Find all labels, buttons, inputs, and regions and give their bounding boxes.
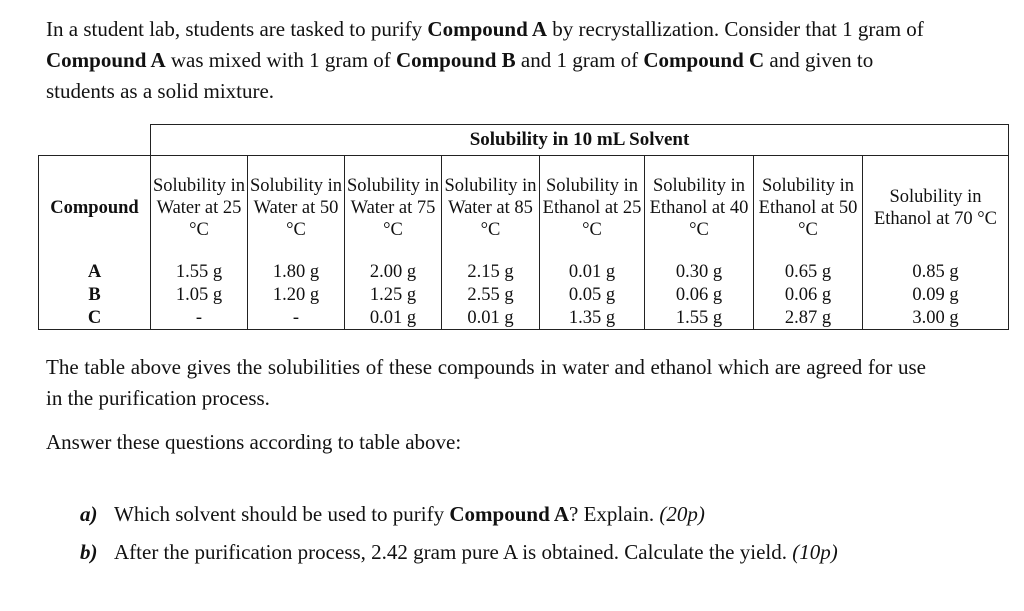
answer-prompt: Answer these questions according to table above: — [46, 430, 462, 454]
solubility-cell: 2.87 g — [754, 306, 863, 330]
solubility-cell: 1.55 g — [645, 306, 754, 330]
solubility-cell: 1.25 g — [345, 283, 442, 306]
solubility-cell: 0.05 g — [540, 283, 645, 306]
solubility-cell: 0.01 g — [442, 306, 540, 330]
solubility-cell: - — [151, 306, 248, 330]
solubility-cell: 2.15 g — [442, 260, 540, 283]
column-header: Solubility in Water at 25 °C — [151, 156, 248, 261]
solubility-cell: 1.80 g — [248, 260, 345, 283]
table-row — [39, 260, 1009, 283]
solubility-cell: 0.06 g — [754, 283, 863, 306]
solubility-cell: 0.65 g — [754, 260, 863, 283]
solubility-cell: 2.00 g — [345, 260, 442, 283]
solubility-table — [38, 124, 1008, 330]
solubility-cell: 1.20 g — [248, 283, 345, 306]
question-a: a) Which solvent should be used to purify Compound A? Explain. (20p) — [80, 502, 705, 526]
column-header: Solubility in Water at 85 °C — [442, 156, 540, 261]
solubility-cell: 2.55 g — [442, 283, 540, 306]
question-b: b) After the purification process, 2.42 gram pure A is obtained. Calculate the yield. (10p) — [80, 540, 838, 564]
table-row — [39, 283, 1009, 306]
solubility-cell: 0.85 g — [863, 260, 1009, 283]
column-header: Solubility in Water at 75 °C — [345, 156, 442, 261]
solubility-cell: 0.01 g — [540, 260, 645, 283]
column-header: Solubility in Ethanol at 70 °C — [863, 156, 1009, 261]
solubility-cell: 0.30 g — [645, 260, 754, 283]
compound-header: Compound — [39, 156, 151, 261]
solubility-cell: 0.06 g — [645, 283, 754, 306]
solubility-cell: 0.09 g — [863, 283, 1009, 306]
table-row — [39, 306, 1009, 330]
intro-paragraph: In a student lab, students are tasked to purify Compound A by recrystallization. Consider that 1 gram of Compound A was mixed with 1 gram of Compound B and 1 gram of Compound C and given to students as a solid mixture. — [46, 17, 924, 103]
column-header: Solubility in Ethanol at 40 °C — [645, 156, 754, 261]
compound-name: B — [39, 283, 151, 306]
solubility-cell: 1.05 g — [151, 283, 248, 306]
column-header: Solubility in Ethanol at 25 °C — [540, 156, 645, 261]
column-header: Solubility in Water at 50 °C — [248, 156, 345, 261]
table-description: The table above gives the solubilities of these compounds in water and ethanol which are agreed for use in the purification process. — [46, 355, 926, 410]
solubility-cell: 1.55 g — [151, 260, 248, 283]
solubility-cell: 3.00 g — [863, 306, 1009, 330]
solubility-cell: 0.01 g — [345, 306, 442, 330]
column-header: Solubility in Ethanol at 50 °C — [754, 156, 863, 261]
table-title: Solubility in 10 mL Solvent — [151, 125, 1009, 156]
compound-name: A — [39, 260, 151, 283]
solubility-cell: 1.35 g — [540, 306, 645, 330]
compound-name: C — [39, 306, 151, 330]
solubility-cell: - — [248, 306, 345, 330]
